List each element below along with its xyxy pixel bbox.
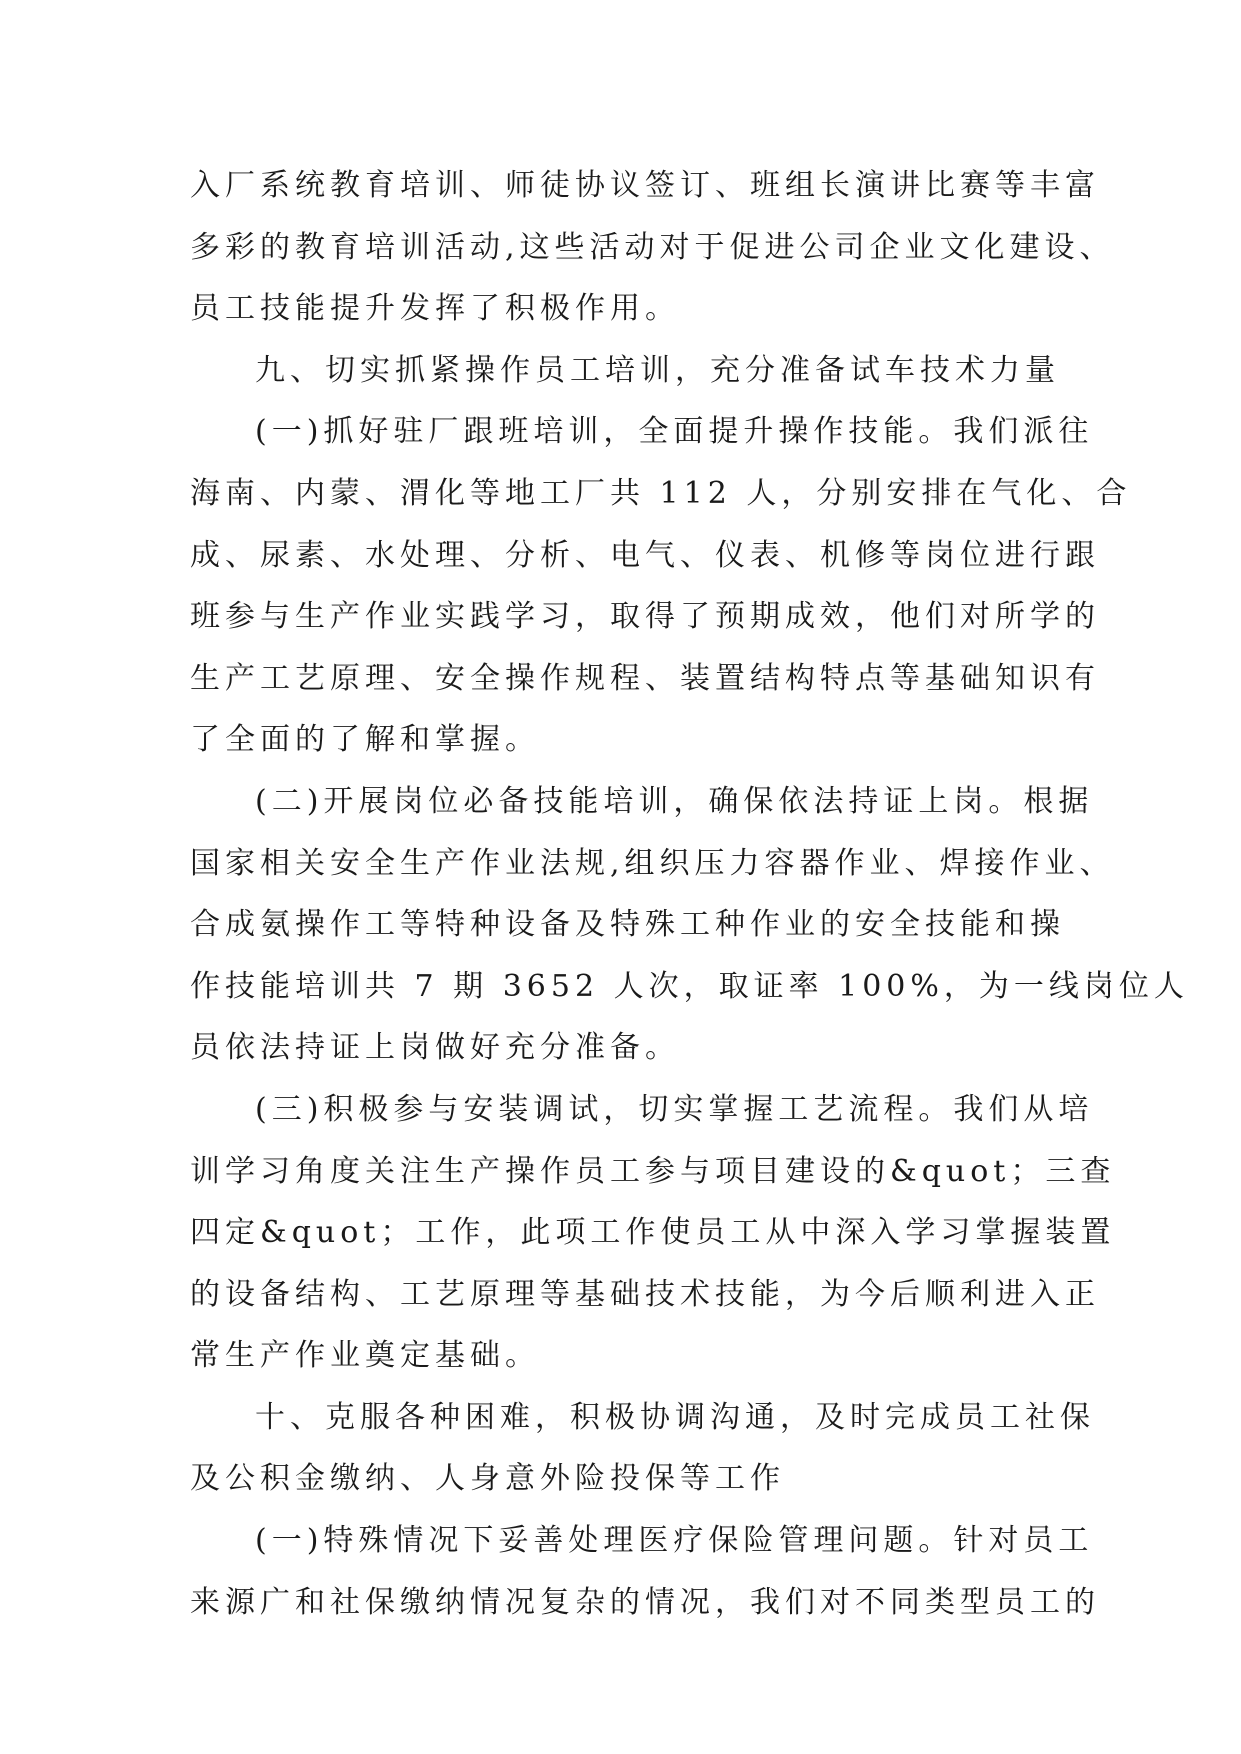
- text-line: 成、尿素、水处理、分析、电气、仪表、机修等岗位进行跟: [190, 537, 1100, 573]
- text-line: 班参与生产作业实践学习，取得了预期成效，他们对所学的: [190, 599, 1100, 635]
- document-body: [190, 155, 1189, 1633]
- text-line: 训学习角度关注生产操作员工参与项目建设的&quot；三查: [190, 1153, 1116, 1189]
- text-line: 了全面的了解和掌握。: [190, 722, 540, 758]
- text-line: 员工技能提升发挥了积极作用。: [190, 291, 680, 327]
- text-line: 多彩的教育培训活动,这些活动对于促进公司企业文化建设、: [190, 229, 1115, 265]
- text-line: 海南、内蒙、渭化等地工厂共 112 人，分别安排在气化、合: [190, 475, 1132, 511]
- text-line: 作技能培训共 7 期 3652 人次，取证率 100%，为一线岗位人: [190, 968, 1189, 1004]
- text-line: 来源广和社保缴纳情况复杂的情况，我们对不同类型员工的: [190, 1584, 1100, 1620]
- text-line: 合成氨操作工等特种设备及特殊工种作业的安全技能和操: [190, 907, 1065, 943]
- text-line: 及公积金缴纳、人身意外险投保等工作: [190, 1461, 785, 1497]
- paragraph-first-line: (二)开展岗位必备技能培训，确保依法持证上岗。根据: [255, 783, 1094, 819]
- paragraph-first-line: (一)抓好驻厂跟班培训，全面提升操作技能。我们派往: [255, 414, 1094, 450]
- text-line: 国家相关安全生产作业法规,组织压力容器作业、焊接作业、: [190, 845, 1115, 881]
- text-line: 员依法持证上岗做好充分准备。: [190, 1030, 680, 1066]
- text-line: 四定&quot；工作，此项工作使员工从中深入学习掌握装置: [190, 1215, 1116, 1251]
- text-line: 生产工艺原理、安全操作规程、装置结构特点等基础知识有: [190, 660, 1100, 696]
- paragraph-first-line: (三)积极参与安装调试，切实掌握工艺流程。我们从培: [255, 1091, 1094, 1127]
- section-heading: 十、克服各种困难，积极协调沟通，及时完成员工社保: [255, 1399, 1095, 1435]
- text-line: 常生产作业奠定基础。: [190, 1338, 540, 1374]
- text-line: 的设备结构、工艺原理等基础技术技能，为今后顺利进入正: [190, 1276, 1100, 1312]
- section-heading: 九、切实抓紧操作员工培训，充分准备试车技术力量: [255, 352, 1060, 388]
- paragraph-first-line: (一)特殊情况下妥善处理医疗保险管理问题。针对员工: [255, 1523, 1094, 1559]
- text-line: 入厂系统教育培训、师徒协议签订、班组长演讲比赛等丰富: [190, 168, 1100, 203]
